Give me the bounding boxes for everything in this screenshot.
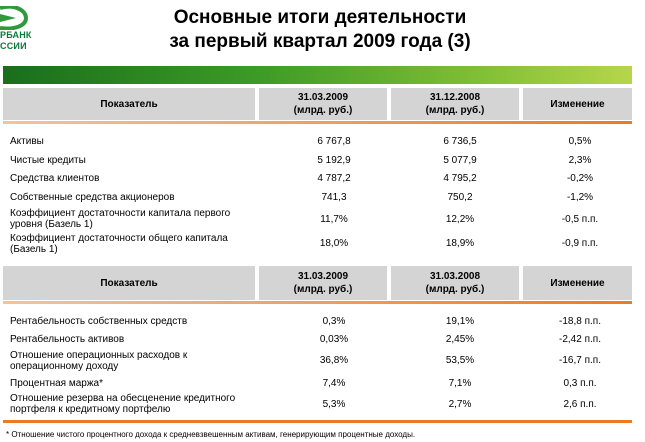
t2-header-separator	[3, 301, 632, 304]
footnote: * Отношение чистого процентного дохода к средневзвешенным активам, генерирующим процентные доходы.	[6, 430, 416, 439]
t1-header-col3: Изменение	[523, 88, 632, 120]
t2-header-col3: Изменение	[523, 266, 632, 300]
page-subtitle: за первый квартал 2009 года (3)	[169, 31, 471, 52]
page-title: Основные итоги деятельности	[173, 7, 467, 28]
t2-header-col2: 31.03.2008 (млрд. руб.)	[391, 266, 519, 300]
footer-separator	[3, 420, 632, 423]
header-green-bar	[3, 66, 632, 84]
t1-header-col1: 31.03.2009 (млрд. руб.)	[259, 88, 387, 120]
t1-header-indicator: Показатель	[3, 88, 255, 120]
logo-text-line1: РБАНК	[0, 30, 32, 40]
t1-header-col2: 31.12.2008 (млрд. руб.)	[391, 88, 519, 120]
bank-logo	[0, 6, 40, 50]
t2-header-col1: 31.03.2009 (млрд. руб.)	[259, 266, 387, 300]
t1-header-separator	[3, 121, 632, 124]
logo-text-line2: ССИИ	[0, 41, 27, 51]
t2-header-indicator: Показатель	[3, 266, 255, 300]
logo-emblem-icon	[0, 6, 40, 30]
